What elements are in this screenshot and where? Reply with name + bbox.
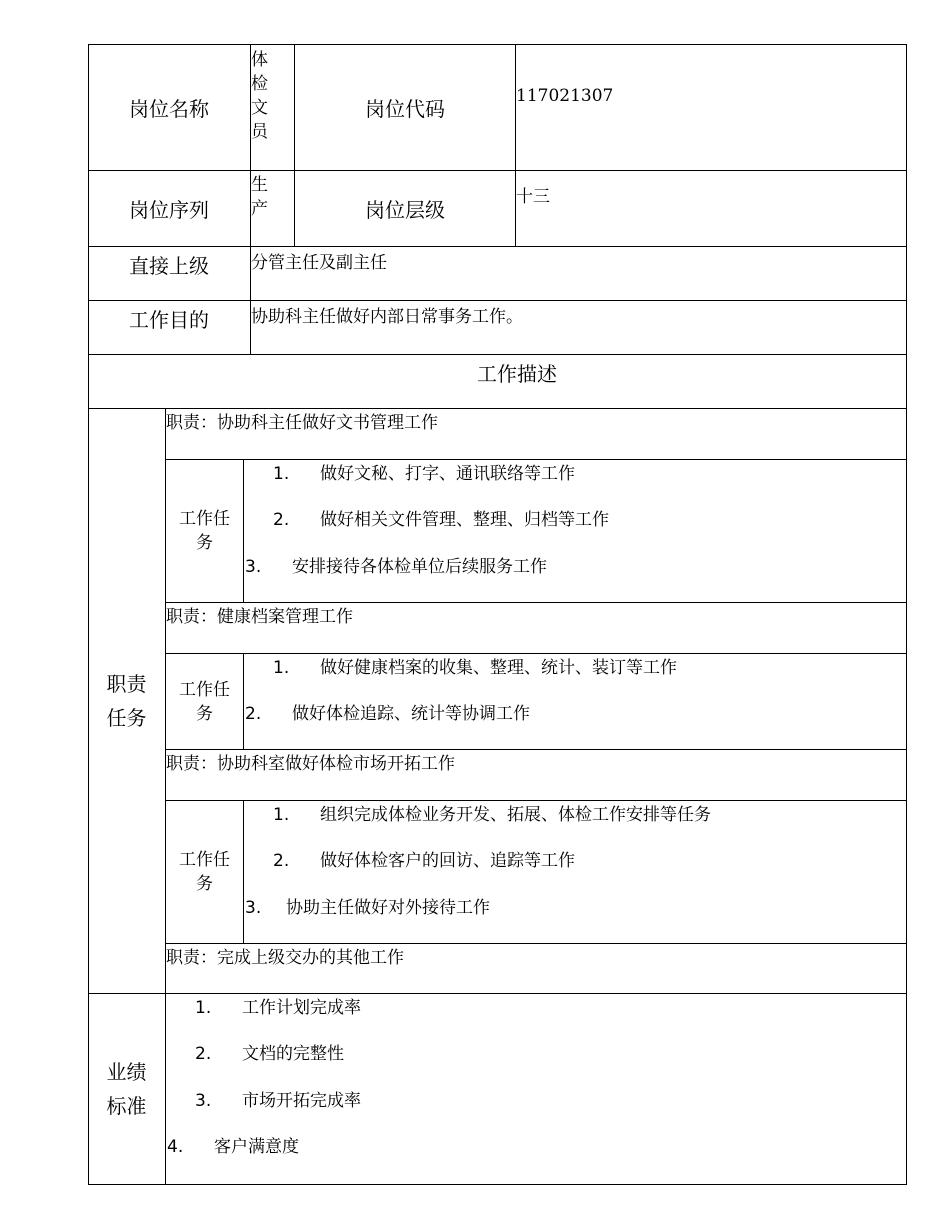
position-series-label: 岗位序列 [88, 171, 251, 247]
purpose-value: 协助科主任做好内部日常事务工作。 [251, 301, 907, 355]
supervisor-value: 分管主任及副主任 [251, 247, 907, 301]
position-series-cell [251, 171, 295, 247]
task-label: 工作任务 [166, 801, 244, 944]
duty-title: 职责：健康档案管理工作 [166, 603, 907, 654]
task-item: 1. 做好文秘、打字、通讯联络等工作 [273, 464, 575, 484]
duties-label [88, 409, 166, 994]
description-title: 工作描述 [88, 355, 907, 409]
duty-title: 职责：完成上级交办的其他工作 [166, 944, 907, 994]
task-list [244, 801, 907, 944]
task-label: 工作任务 [166, 460, 244, 603]
task-item: 2. 做好体检客户的回访、追踪等工作 [273, 851, 575, 871]
task-item: 1. 组织完成体检业务开发、拓展、体检工作安排等任务 [273, 805, 711, 825]
task-item: 2. 做好相关文件管理、整理、归档等工作 [273, 510, 609, 530]
task-label: 工作任务 [166, 654, 244, 750]
performance-item: 1. 工作计划完成率 [195, 998, 361, 1018]
duty-title: 职责：协助科室做好体检市场开拓工作 [166, 750, 907, 801]
position-name-value: 体检文员 [251, 50, 268, 142]
performance-label [88, 994, 166, 1185]
duties-label-text: 职责任务 [106, 672, 147, 730]
position-name-label: 岗位名称 [88, 44, 251, 171]
performance-item: 2. 文档的完整性 [195, 1044, 344, 1064]
position-series-value: 生产 [251, 175, 268, 219]
task-item: 2. 做好体检追踪、统计等协调工作 [245, 704, 530, 724]
position-code-label: 岗位代码 [295, 44, 516, 171]
performance-item: 4. 客户满意度 [167, 1137, 299, 1157]
position-code-value: 117021307 [516, 44, 907, 171]
task-item: 3. 协助主任做好对外接待工作 [245, 898, 490, 918]
performance-label-text: 业绩标准 [106, 1060, 147, 1118]
task-item: 1. 做好健康档案的收集、整理、统计、装订等工作 [273, 658, 677, 678]
task-item: 3. 安排接待各体检单位后续服务工作 [245, 557, 547, 577]
task-list [244, 460, 907, 603]
performance-item: 3. 市场开拓完成率 [195, 1091, 361, 1111]
performance-list [166, 994, 907, 1185]
position-level-label: 岗位层级 [295, 171, 516, 247]
position-name-cell [251, 44, 295, 171]
purpose-label: 工作目的 [88, 301, 251, 355]
duty-title: 职责：协助科主任做好文书管理工作 [166, 409, 907, 460]
supervisor-label: 直接上级 [88, 247, 251, 301]
position-level-value: 十三 [516, 171, 907, 247]
job-description-table [88, 44, 907, 1185]
task-list [244, 654, 907, 750]
